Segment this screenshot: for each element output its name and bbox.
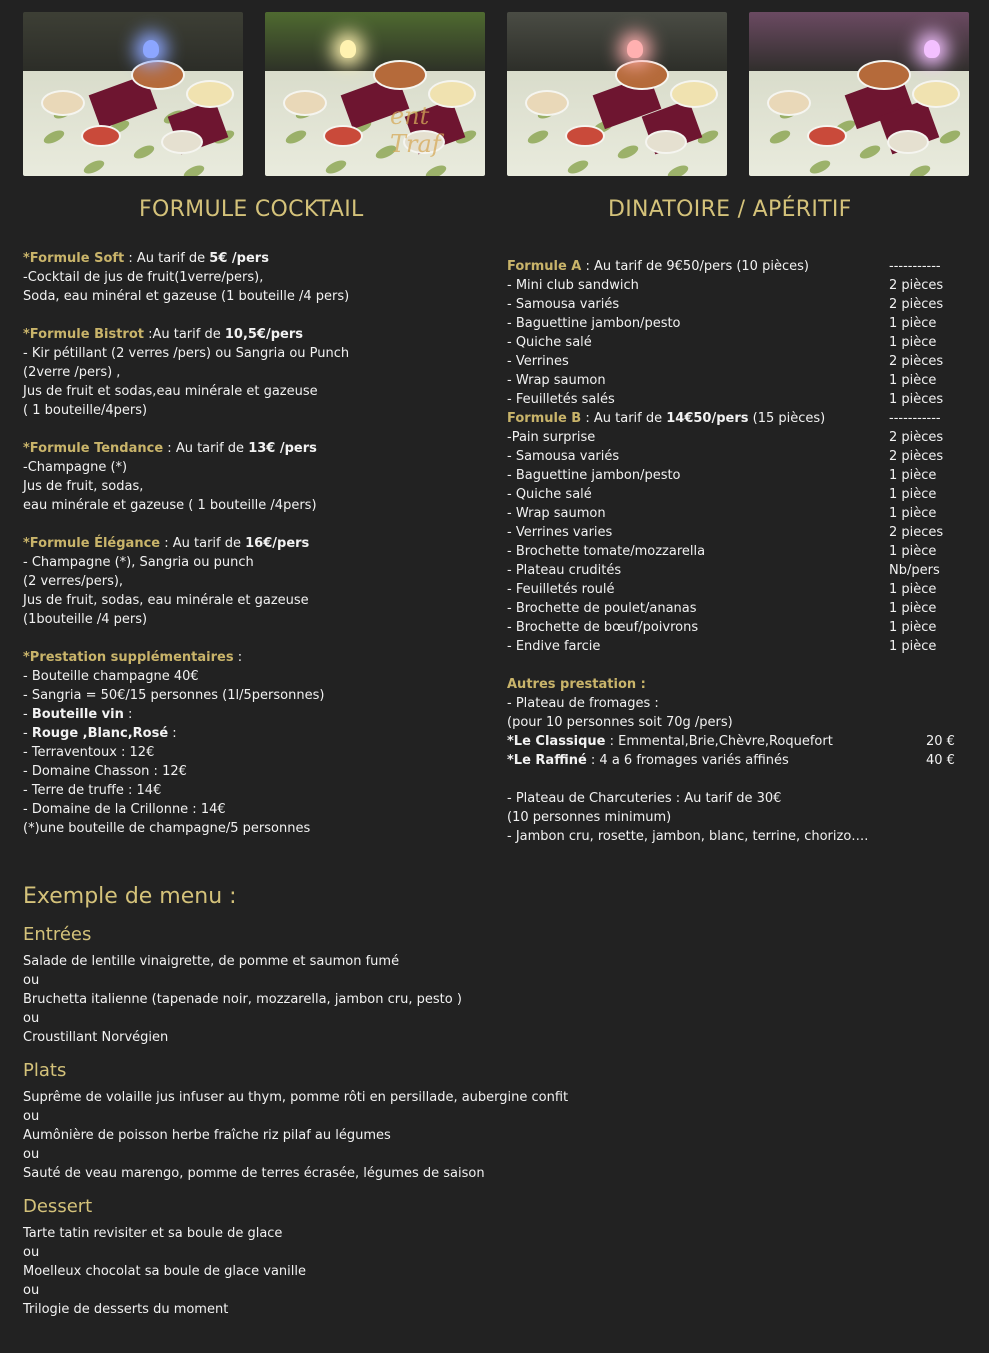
buffet-photo-3 — [507, 12, 727, 176]
text-segment: - Champagne (*), Sangria ou punch — [23, 555, 254, 570]
menu-item: Moelleux chocolat sa boule de glace vanille — [23, 1264, 306, 1279]
text-segment: - Feuilletés salés — [507, 392, 615, 407]
text-segment: - Sangria = 50€/15 personnes (1l/5personnes) — [23, 688, 325, 703]
text-segment: - Kir pétillant (2 verres /pers) ou Sangria ou Punch — [23, 346, 350, 361]
dinatoire-line — [507, 675, 646, 694]
formula-line — [23, 363, 120, 382]
dinatoire-line — [507, 580, 615, 599]
menu-separator: ou — [23, 1109, 40, 1124]
text-segment: - Verrines — [507, 354, 569, 369]
text-segment: -Champagne (*) — [23, 460, 128, 475]
formule-cocktail-title: FORMULE COCKTAIL — [139, 197, 364, 222]
text-segment: 5€ /pers — [209, 251, 269, 266]
text-segment: ( 1 bouteille/4pers) — [23, 403, 148, 418]
text-segment: - Domaine Chasson : 12€ — [23, 764, 187, 779]
quantity-label: 40 € — [926, 753, 955, 768]
text-segment: Rouge ,Blanc,Rosé — [31, 726, 169, 741]
dinatoire-line — [507, 447, 619, 466]
text-segment: - Brochette de bœuf/poivrons — [507, 620, 699, 635]
formula-line — [23, 591, 309, 610]
formula-line — [23, 743, 154, 762]
dinatoire-line — [507, 485, 592, 504]
text-segment: - Endive farcie — [507, 639, 601, 654]
text-segment: *Le Classique — [507, 734, 606, 749]
dinatoire-line — [507, 523, 612, 542]
formula-line — [23, 325, 303, 344]
formula-line — [23, 534, 309, 553]
formula-line — [23, 762, 187, 781]
quantity-label: 1 pièces — [889, 392, 944, 407]
text-segment: - Baguettine jambon/pesto — [507, 316, 681, 331]
dinatoire-line — [507, 827, 868, 846]
quantity-label: 2 pièces — [889, 278, 944, 293]
menu-item: Aumônière de poisson herbe fraîche riz pilaf au légumes — [23, 1128, 391, 1143]
text-segment: - Wrap saumon — [507, 506, 606, 521]
quantity-label: 1 pièce — [889, 316, 937, 331]
formula-line — [23, 268, 263, 287]
text-segment: Jus de fruit, sodas, eau minérale et gazeuse — [23, 593, 309, 608]
formula-line — [23, 249, 269, 268]
quantity-label: 2 pièces — [889, 354, 944, 369]
text-segment: : 4 a 6 fromages variés affinés — [586, 753, 789, 768]
text-segment: (*)une bouteille de champagne/5 personnes — [23, 821, 311, 836]
quantity-label: 1 pièce — [889, 335, 937, 350]
dinatoire-line — [507, 561, 621, 580]
text-segment: (1bouteille /4 pers) — [23, 612, 148, 627]
formula-line — [23, 724, 177, 743]
text-segment: 13€ /pers — [248, 441, 317, 456]
formula-line — [23, 401, 147, 420]
quantity-label: 1 pièce — [889, 620, 937, 635]
text-segment: - Baguettine jambon/pesto — [507, 468, 681, 483]
text-segment: : Au tarif de — [160, 536, 246, 551]
menu-separator: ou — [23, 1147, 40, 1162]
dinatoire-line — [507, 694, 659, 713]
formula-line — [23, 667, 199, 686]
formula-line — [23, 781, 161, 800]
quantity-label: Nb/pers — [889, 563, 940, 578]
text-segment: -Cocktail de jus de fruit(1verre/pers), — [23, 270, 264, 285]
quantity-label: ----------- — [889, 411, 941, 426]
quantity-label: 1 pièce — [889, 468, 937, 483]
menu-separator: ou — [23, 1283, 40, 1298]
menu-separator: ou — [23, 1245, 40, 1260]
menu-section-heading: Dessert — [23, 1196, 93, 1217]
text-segment: - Plateau de fromages : — [507, 696, 659, 711]
quantity-label: 1 pièce — [889, 487, 937, 502]
text-segment: - Verrines varies — [507, 525, 613, 540]
quantity-label: 2 pièces — [889, 449, 944, 464]
text-segment: *Formule Bistrot — [23, 327, 144, 342]
menu-separator: ou — [23, 973, 40, 988]
text-segment: - — [23, 726, 32, 741]
text-segment: 16€/pers — [245, 536, 310, 551]
dinatoire-line — [507, 390, 615, 409]
text-segment: : Au tarif de — [581, 411, 667, 426]
text-segment: : Au tarif de — [163, 441, 249, 456]
text-segment: : — [233, 650, 243, 665]
menu-separator: ou — [23, 1011, 40, 1026]
formula-line — [23, 572, 123, 591]
text-segment: : Au tarif de 9€50/pers (10 pièces) — [581, 259, 809, 274]
dinatoire-line — [507, 409, 825, 428]
formula-line — [23, 819, 310, 838]
text-segment: : Emmental,Brie,Chèvre,Roquefort — [605, 734, 833, 749]
formula-line — [23, 686, 324, 705]
text-segment: (2 verres/pers), — [23, 574, 124, 589]
text-segment: - Samousa variés — [507, 297, 620, 312]
quantity-label: 1 pièce — [889, 601, 937, 616]
text-segment: *Formule Tendance — [23, 441, 164, 456]
formula-line — [23, 344, 349, 363]
dinatoire-line — [507, 599, 697, 618]
quantity-label: 2 pièces — [889, 297, 944, 312]
menu-item: Sauté de veau marengo, pomme de terres écrasée, légumes de saison — [23, 1166, 485, 1181]
quantity-label: 1 pièce — [889, 639, 937, 654]
dinatoire-line — [507, 295, 619, 314]
text-segment: Formule A — [507, 259, 582, 274]
menu-section-heading: Entrées — [23, 924, 92, 945]
text-segment: (pour 10 personnes soit 70g /pers) — [507, 715, 733, 730]
dinatoire-line — [507, 333, 592, 352]
text-segment: - Bouteille champagne 40€ — [23, 669, 199, 684]
quantity-label: 1 pièce — [889, 582, 937, 597]
dinatoire-line — [507, 257, 809, 276]
formula-line — [23, 553, 254, 572]
text-segment: Jus de fruit, sodas, — [23, 479, 144, 494]
formula-line — [23, 648, 242, 667]
text-segment: : — [123, 707, 133, 722]
dinatoire-line — [507, 428, 595, 447]
watermark-text: ent Traf — [390, 102, 441, 158]
text-segment: 14€50/pers — [666, 411, 749, 426]
formula-line — [23, 800, 226, 819]
quantity-label: ----------- — [889, 259, 941, 274]
dinatoire-line — [507, 732, 833, 751]
formula-line — [23, 382, 318, 401]
menu-item: Croustillant Norvégien — [23, 1030, 169, 1045]
text-segment: eau minérale et gazeuse ( 1 bouteille /4pers) — [23, 498, 317, 513]
text-segment: Jus de fruit et sodas,eau minérale et gazeuse — [23, 384, 318, 399]
text-segment: - Samousa variés — [507, 449, 620, 464]
formula-line — [23, 458, 127, 477]
text-segment: 10,5€/pers — [224, 327, 303, 342]
menu-example-title: Exemple de menu : — [23, 884, 237, 909]
text-segment: - Terre de truffe : 14€ — [23, 783, 162, 798]
text-segment: : — [168, 726, 177, 741]
text-segment: (10 personnes minimum) — [507, 810, 672, 825]
dinatoire-line — [507, 504, 606, 523]
text-segment: - Feuilletés roulé — [507, 582, 615, 597]
quantity-label: 2 pieces — [889, 525, 944, 540]
text-segment: (15 pièces) — [748, 411, 826, 426]
formula-line — [23, 439, 317, 458]
text-segment: :Au tarif de — [143, 327, 225, 342]
text-segment: - Brochette tomate/mozzarella — [507, 544, 706, 559]
menu-item: Tarte tatin revisiter et sa boule de glace — [23, 1226, 283, 1241]
text-segment: Autres prestation : — [507, 677, 646, 692]
text-segment: - Quiche salé — [507, 487, 592, 502]
menu-section-heading: Plats — [23, 1060, 67, 1081]
quantity-label: 20 € — [926, 734, 955, 749]
formula-line — [23, 496, 317, 515]
dinatoire-line — [507, 314, 681, 333]
quantity-label: 1 pièce — [889, 544, 937, 559]
menu-item: Salade de lentille vinaigrette, de pomme et saumon fumé — [23, 954, 400, 969]
dinatoire-line — [507, 466, 681, 485]
menu-item: Bruchetta italienne (tapenade noir, mozzarella, jambon cru, pesto ) — [23, 992, 462, 1007]
dinatoire-line — [507, 352, 569, 371]
dinatoire-line — [507, 637, 600, 656]
text-segment: Formule B — [507, 411, 582, 426]
quantity-label: 1 pièce — [889, 506, 937, 521]
text-segment: - Plateau crudités — [507, 563, 622, 578]
formula-line — [23, 287, 349, 306]
text-segment: - Brochette de poulet/ananas — [507, 601, 697, 616]
dinatoire-line — [507, 713, 733, 732]
dinatoire-line — [507, 542, 705, 561]
text-segment: *Formule Soft — [23, 251, 125, 266]
dinatoire-line — [507, 789, 781, 808]
dinatoire-line — [507, 371, 606, 390]
text-segment: *Le Raffiné — [507, 753, 587, 768]
text-segment: *Prestation supplémentaires — [23, 650, 234, 665]
formula-line — [23, 610, 147, 629]
menu-item: Trilogie de desserts du moment — [23, 1302, 229, 1317]
buffet-photo-2 — [265, 12, 485, 176]
text-segment: - Wrap saumon — [507, 373, 606, 388]
formula-line — [23, 705, 132, 724]
text-segment: (2verre /pers) , — [23, 365, 121, 380]
text-segment: -Pain surprise — [507, 430, 596, 445]
text-segment: Bouteille vin — [31, 707, 124, 722]
quantity-label: 1 pièce — [889, 373, 937, 388]
text-segment: - Quiche salé — [507, 335, 592, 350]
text-segment: - Terraventoux : 12€ — [23, 745, 155, 760]
text-segment: : Au tarif de — [124, 251, 210, 266]
dinatoire-aperitif-title: DINATOIRE / APÉRITIF — [608, 197, 852, 222]
quantity-label: 2 pièces — [889, 430, 944, 445]
text-segment: Soda, eau minéral et gazeuse (1 bouteille /4 pers) — [23, 289, 350, 304]
buffet-photo-4 — [749, 12, 969, 176]
text-segment: - Domaine de la Crillonne : 14€ — [23, 802, 226, 817]
dinatoire-line — [507, 808, 671, 827]
text-segment: - — [23, 707, 32, 722]
text-segment: - Jambon cru, rosette, jambon, blanc, terrine, chorizo…. — [507, 829, 869, 844]
menu-item: Suprême de volaille jus infuser au thym, pomme rôti en persillade, aubergine confit — [23, 1090, 569, 1105]
dinatoire-line — [507, 751, 789, 770]
dinatoire-line — [507, 276, 639, 295]
text-segment: - Plateau de Charcuteries : Au tarif de 30€ — [507, 791, 782, 806]
text-segment: - Mini club sandwich — [507, 278, 639, 293]
formula-line — [23, 477, 143, 496]
buffet-photo-1 — [23, 12, 243, 176]
dinatoire-line — [507, 618, 698, 637]
text-segment: *Formule Élégance — [23, 536, 161, 551]
